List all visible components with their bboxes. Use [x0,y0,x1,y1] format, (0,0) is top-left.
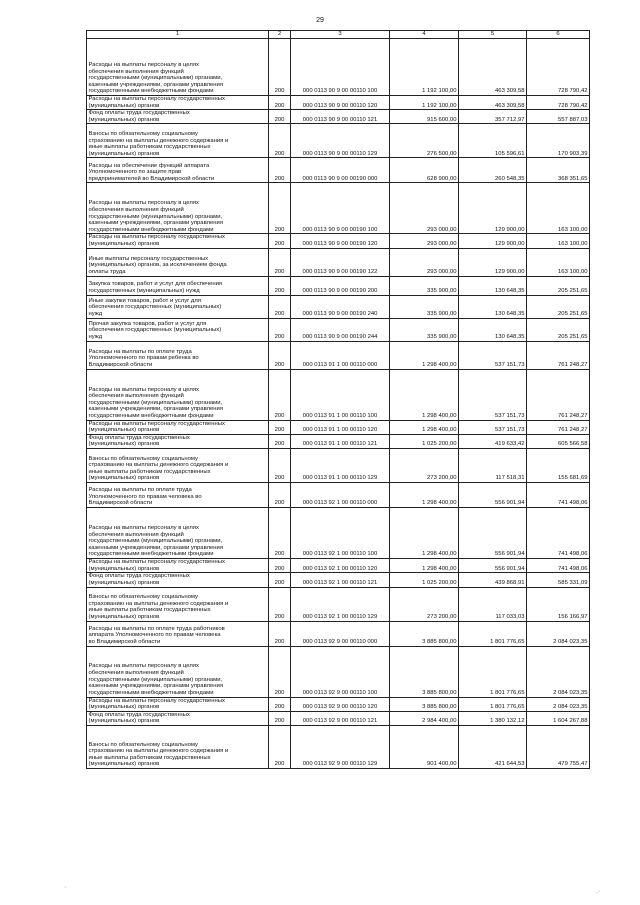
row-executed-amount: 357 712,97 [459,110,527,124]
row-approved-amount: 1 192 100,00 [390,39,459,96]
row-line-code: 200 [269,183,291,234]
row-executed-amount: 129 900,00 [459,234,527,248]
row-line-code: 200 [269,124,291,158]
page-number: 29 [316,17,324,24]
row-classification-code: 000 0113 92 1 00 00110 129 [291,587,390,621]
row-executed-amount: 439 868,91 [459,573,527,587]
row-classification-code: 000 0113 92 1 00 00110 121 [291,573,390,587]
row-description: Иные выплаты персоналу государственных (муниципальных) органов, за исключением фонда оплаты труда [87,248,269,276]
row-line-code: 200 [269,110,291,124]
row-executed-amount: 419 633,42 [459,434,527,448]
row-description: Расходы на выплаты персоналу государственных (муниципальных) органов [87,96,269,110]
row-description: Расходы на выплаты персоналу в целях обеспечения выполнения функций государственными (муниципальными) органами, казенными учреждениями, органами управления государственными внебюджетными фондами [87,183,269,234]
row-executed-amount: 130 648,35 [459,276,527,295]
row-line-code: 200 [269,449,291,483]
row-description: Расходы на выплаты по оплате труда работников аппарата Уполномоченного по правам человека во Владимирской области [87,621,269,646]
row-unexecuted-amount: 1 604 267,88 [527,711,590,725]
column-header: 2 [269,31,291,39]
row-executed-amount: 117 033,03 [459,587,527,621]
row-unexecuted-amount: 163 100,00 [527,248,590,276]
row-classification-code: 000 0113 92 9 00 00110 100 [291,646,390,697]
row-approved-amount: 293 000,00 [390,248,459,276]
column-header: 6 [527,31,590,39]
row-approved-amount: 273 200,00 [390,449,459,483]
row-unexecuted-amount: 163 100,00 [527,183,590,234]
row-executed-amount: 130 648,35 [459,295,527,318]
row-line-code: 200 [269,508,291,559]
row-executed-amount: 129 900,00 [459,248,527,276]
table-row [87,248,590,276]
row-classification-code: 000 0113 90 9 00 00190 100 [291,183,390,234]
row-approved-amount: 1 298 400,00 [390,420,459,434]
row-approved-amount: 335 900,00 [390,318,459,341]
row-description: Расходы на выплаты персоналу государственных (муниципальных) органов [87,697,269,711]
row-approved-amount: 1 298 400,00 [390,508,459,559]
row-approved-amount: 335 900,00 [390,295,459,318]
budget-execution-table [86,30,590,769]
row-description: Закупка товаров, работ и услуг для обеспечения государственных (муниципальных) нужд [87,276,269,295]
row-line-code: 200 [269,341,291,369]
row-executed-amount: 556 901,94 [459,508,527,559]
scan-speck: .· [596,888,601,895]
row-line-code: 200 [269,276,291,295]
table-row [87,573,590,587]
row-approved-amount: 276 500,00 [390,124,459,158]
row-description: Расходы на выплаты по оплате труда Уполномоченного по правам ребенка во Владимирской области [87,341,269,369]
row-unexecuted-amount: 205 251,65 [527,276,590,295]
row-line-code: 200 [269,559,291,573]
row-line-code: 200 [269,434,291,448]
row-unexecuted-amount: 156 166,97 [527,587,590,621]
column-header: 4 [390,31,459,39]
row-unexecuted-amount: 761 248,27 [527,341,590,369]
table-row [87,621,590,646]
row-classification-code: 000 0113 92 1 00 00110 100 [291,508,390,559]
row-executed-amount: 421 644,53 [459,725,527,768]
row-executed-amount: 463 309,58 [459,39,527,96]
row-description: Расходы на выплаты персоналу в целях обеспечения выполнения функций государственными (муниципальными) органами, казенными учреждениями, органами управления государственными внебюджетными фондами [87,369,269,420]
row-unexecuted-amount: 605 566,58 [527,434,590,448]
row-unexecuted-amount: 741 498,06 [527,483,590,508]
row-unexecuted-amount: 163 100,00 [527,234,590,248]
row-classification-code: 000 0113 91 1 00 00110 129 [291,449,390,483]
row-unexecuted-amount: 761 248,27 [527,369,590,420]
row-unexecuted-amount: 205 251,65 [527,318,590,341]
row-approved-amount: 3 885 800,00 [390,697,459,711]
row-classification-code: 000 0113 90 9 00 00190 200 [291,276,390,295]
scan-speck: · [64,884,67,891]
table-row [87,295,590,318]
row-classification-code: 000 0113 92 9 00 00110 129 [291,725,390,768]
row-unexecuted-amount: 205 251,65 [527,295,590,318]
row-description: Взносы по обязательному социальному страхованию на выплаты денежного содержания и иные выплаты работникам государственных (муниципальных) органов [87,725,269,768]
table-row [87,110,590,124]
row-classification-code: 000 0113 92 1 00 00110 000 [291,483,390,508]
row-description: Фонд оплаты труда государственных (муниципальных) органов [87,110,269,124]
row-executed-amount: 1 380 132,12 [459,711,527,725]
row-executed-amount: 260 548,35 [459,158,527,183]
row-classification-code: 000 0113 90 9 00 00190 240 [291,295,390,318]
row-unexecuted-amount: 741 498,06 [527,508,590,559]
row-approved-amount: 1 025 200,00 [390,434,459,448]
table-row [87,318,590,341]
table-row [87,276,590,295]
row-line-code: 200 [269,483,291,508]
row-executed-amount: 105 596,61 [459,124,527,158]
row-classification-code: 000 0113 91 1 00 00110 120 [291,420,390,434]
row-approved-amount: 1 298 400,00 [390,483,459,508]
row-approved-amount: 1 298 400,00 [390,369,459,420]
row-line-code: 200 [269,318,291,341]
table-row [87,559,590,573]
row-line-code: 200 [269,369,291,420]
row-approved-amount: 1 192 100,00 [390,96,459,110]
column-number-row [87,31,590,39]
row-line-code: 200 [269,96,291,110]
row-approved-amount: 901 400,00 [390,725,459,768]
row-classification-code: 000 0113 92 9 00 00110 120 [291,697,390,711]
row-classification-code: 000 0113 92 1 00 00110 120 [291,559,390,573]
row-executed-amount: 463 309,58 [459,96,527,110]
row-approved-amount: 293 000,00 [390,183,459,234]
table-row [87,434,590,448]
row-line-code: 200 [269,248,291,276]
row-classification-code: 000 0113 91 1 00 00110 100 [291,369,390,420]
table-row [87,508,590,559]
row-executed-amount: 556 901,94 [459,559,527,573]
row-executed-amount: 556 901,94 [459,483,527,508]
row-approved-amount: 1 025 200,00 [390,573,459,587]
row-unexecuted-amount: 557 887,03 [527,110,590,124]
row-approved-amount: 628 900,00 [390,158,459,183]
row-description: Расходы на выплаты по оплате труда Уполномоченного по правам человека во Владимирской области [87,483,269,508]
column-header: 1 [87,31,269,39]
row-approved-amount: 3 885 800,00 [390,646,459,697]
table-row [87,183,590,234]
row-approved-amount: 1 298 400,00 [390,559,459,573]
table-row [87,96,590,110]
row-description: Взносы по обязательному социальному страхованию на выплаты денежного содержания и иные выплаты работникам государственных (муниципальных) органов [87,449,269,483]
column-header: 3 [291,31,390,39]
row-line-code: 200 [269,39,291,96]
row-unexecuted-amount: 585 331,09 [527,573,590,587]
row-classification-code: 000 0113 90 9 00 00110 100 [291,39,390,96]
row-executed-amount: 537 151,73 [459,420,527,434]
row-line-code: 200 [269,587,291,621]
row-unexecuted-amount: 155 681,69 [527,449,590,483]
row-classification-code: 000 0113 90 9 00 00110 129 [291,124,390,158]
row-line-code: 200 [269,420,291,434]
row-classification-code: 000 0113 90 9 00 00110 120 [291,96,390,110]
row-line-code: 200 [269,234,291,248]
row-executed-amount: 117 518,31 [459,449,527,483]
table-row [87,124,590,158]
row-description: Расходы на обеспечение функций аппарата Уполномоченного по защите прав предпринимателей во Владимирской области [87,158,269,183]
table-row [87,587,590,621]
row-executed-amount: 1 801 776,65 [459,646,527,697]
row-unexecuted-amount: 479 755,47 [527,725,590,768]
row-description: Расходы на выплаты персоналу государственных (муниципальных) органов [87,420,269,434]
row-description: Иные закупки товаров, работ и услуг для обеспечения государственных (муниципальных) нужд [87,295,269,318]
row-unexecuted-amount: 170 903,39 [527,124,590,158]
table-row [87,234,590,248]
row-approved-amount: 2 984 400,00 [390,711,459,725]
row-line-code: 200 [269,725,291,768]
row-approved-amount: 293 000,00 [390,234,459,248]
row-line-code: 200 [269,697,291,711]
row-approved-amount: 915 600,00 [390,110,459,124]
table-row [87,711,590,725]
row-unexecuted-amount: 2 084 023,35 [527,646,590,697]
table-row [87,697,590,711]
row-unexecuted-amount: 728 790,42 [527,39,590,96]
row-line-code: 200 [269,646,291,697]
row-description: Взносы по обязательному социальному страхованию на выплаты денежного содержания и иные выплаты работникам государственных (муниципальных) органов [87,124,269,158]
row-classification-code: 000 0113 90 9 00 00190 000 [291,158,390,183]
row-executed-amount: 537 151,73 [459,369,527,420]
table-row [87,646,590,697]
row-line-code: 200 [269,711,291,725]
row-classification-code: 000 0113 92 9 00 00110 000 [291,621,390,646]
row-classification-code: 000 0113 90 9 00 00190 120 [291,234,390,248]
row-line-code: 200 [269,621,291,646]
row-approved-amount: 335 900,00 [390,276,459,295]
row-classification-code: 000 0113 90 9 00 00110 121 [291,110,390,124]
row-classification-code: 000 0113 92 9 00 00110 121 [291,711,390,725]
row-description: Расходы на выплаты персоналу в целях обеспечения выполнения функций государственными (муниципальными) органами, казенными учреждениями, органами управления государственными внебюджетными фондами [87,39,269,96]
row-description: Взносы по обязательному социальному страхованию на выплаты денежного содержания и иные выплаты работникам государственных (муниципальных) органов [87,587,269,621]
row-unexecuted-amount: 2 084 023,35 [527,697,590,711]
row-line-code: 200 [269,573,291,587]
row-classification-code: 000 0113 91 1 00 00110 121 [291,434,390,448]
table-body [87,39,590,769]
row-description: Расходы на выплаты персоналу в целях обеспечения выполнения функций государственными (муниципальными) органами, казенными учреждениями, органами управления государственными внебюджетными фондами [87,508,269,559]
row-description: Прочая закупка товаров, работ и услуг для обеспечения государственных (муниципальных) нужд [87,318,269,341]
row-line-code: 200 [269,158,291,183]
row-classification-code: 000 0113 91 1 00 00110 000 [291,341,390,369]
row-classification-code: 000 0113 90 9 00 00190 122 [291,248,390,276]
row-description: Фонд оплаты труда государственных (муниципальных) органов [87,711,269,725]
table-row [87,483,590,508]
table-row [87,725,590,768]
row-executed-amount: 1 801 776,65 [459,697,527,711]
row-unexecuted-amount: 2 084 023,35 [527,621,590,646]
row-unexecuted-amount: 741 498,06 [527,559,590,573]
row-line-code: 200 [269,295,291,318]
table-row [87,158,590,183]
row-executed-amount: 537 151,73 [459,341,527,369]
table-row [87,39,590,96]
row-description: Фонд оплаты труда государственных (муниципальных) органов [87,573,269,587]
column-header: 5 [459,31,527,39]
table-row [87,420,590,434]
row-description: Расходы на выплаты персоналу в целях обеспечения выполнения функций государственными (муниципальными) органами, казенными учреждениями, органами управления государственными внебюджетными фондами [87,646,269,697]
row-classification-code: 000 0113 90 9 00 00190 244 [291,318,390,341]
row-unexecuted-amount: 368 351,65 [527,158,590,183]
table-row [87,449,590,483]
row-approved-amount: 1 298 400,00 [390,341,459,369]
table-row [87,369,590,420]
row-executed-amount: 1 801 776,65 [459,621,527,646]
row-description: Расходы на выплаты персоналу государственных (муниципальных) органов [87,234,269,248]
row-unexecuted-amount: 728 790,42 [527,96,590,110]
row-approved-amount: 3 885 800,00 [390,621,459,646]
table-row [87,341,590,369]
row-unexecuted-amount: 761 248,27 [527,420,590,434]
row-executed-amount: 129 900,00 [459,183,527,234]
row-description: Фонд оплаты труда государственных (муниципальных) органов [87,434,269,448]
row-description: Расходы на выплаты персоналу государственных (муниципальных) органов [87,559,269,573]
row-executed-amount: 130 648,35 [459,318,527,341]
row-approved-amount: 273 200,00 [390,587,459,621]
